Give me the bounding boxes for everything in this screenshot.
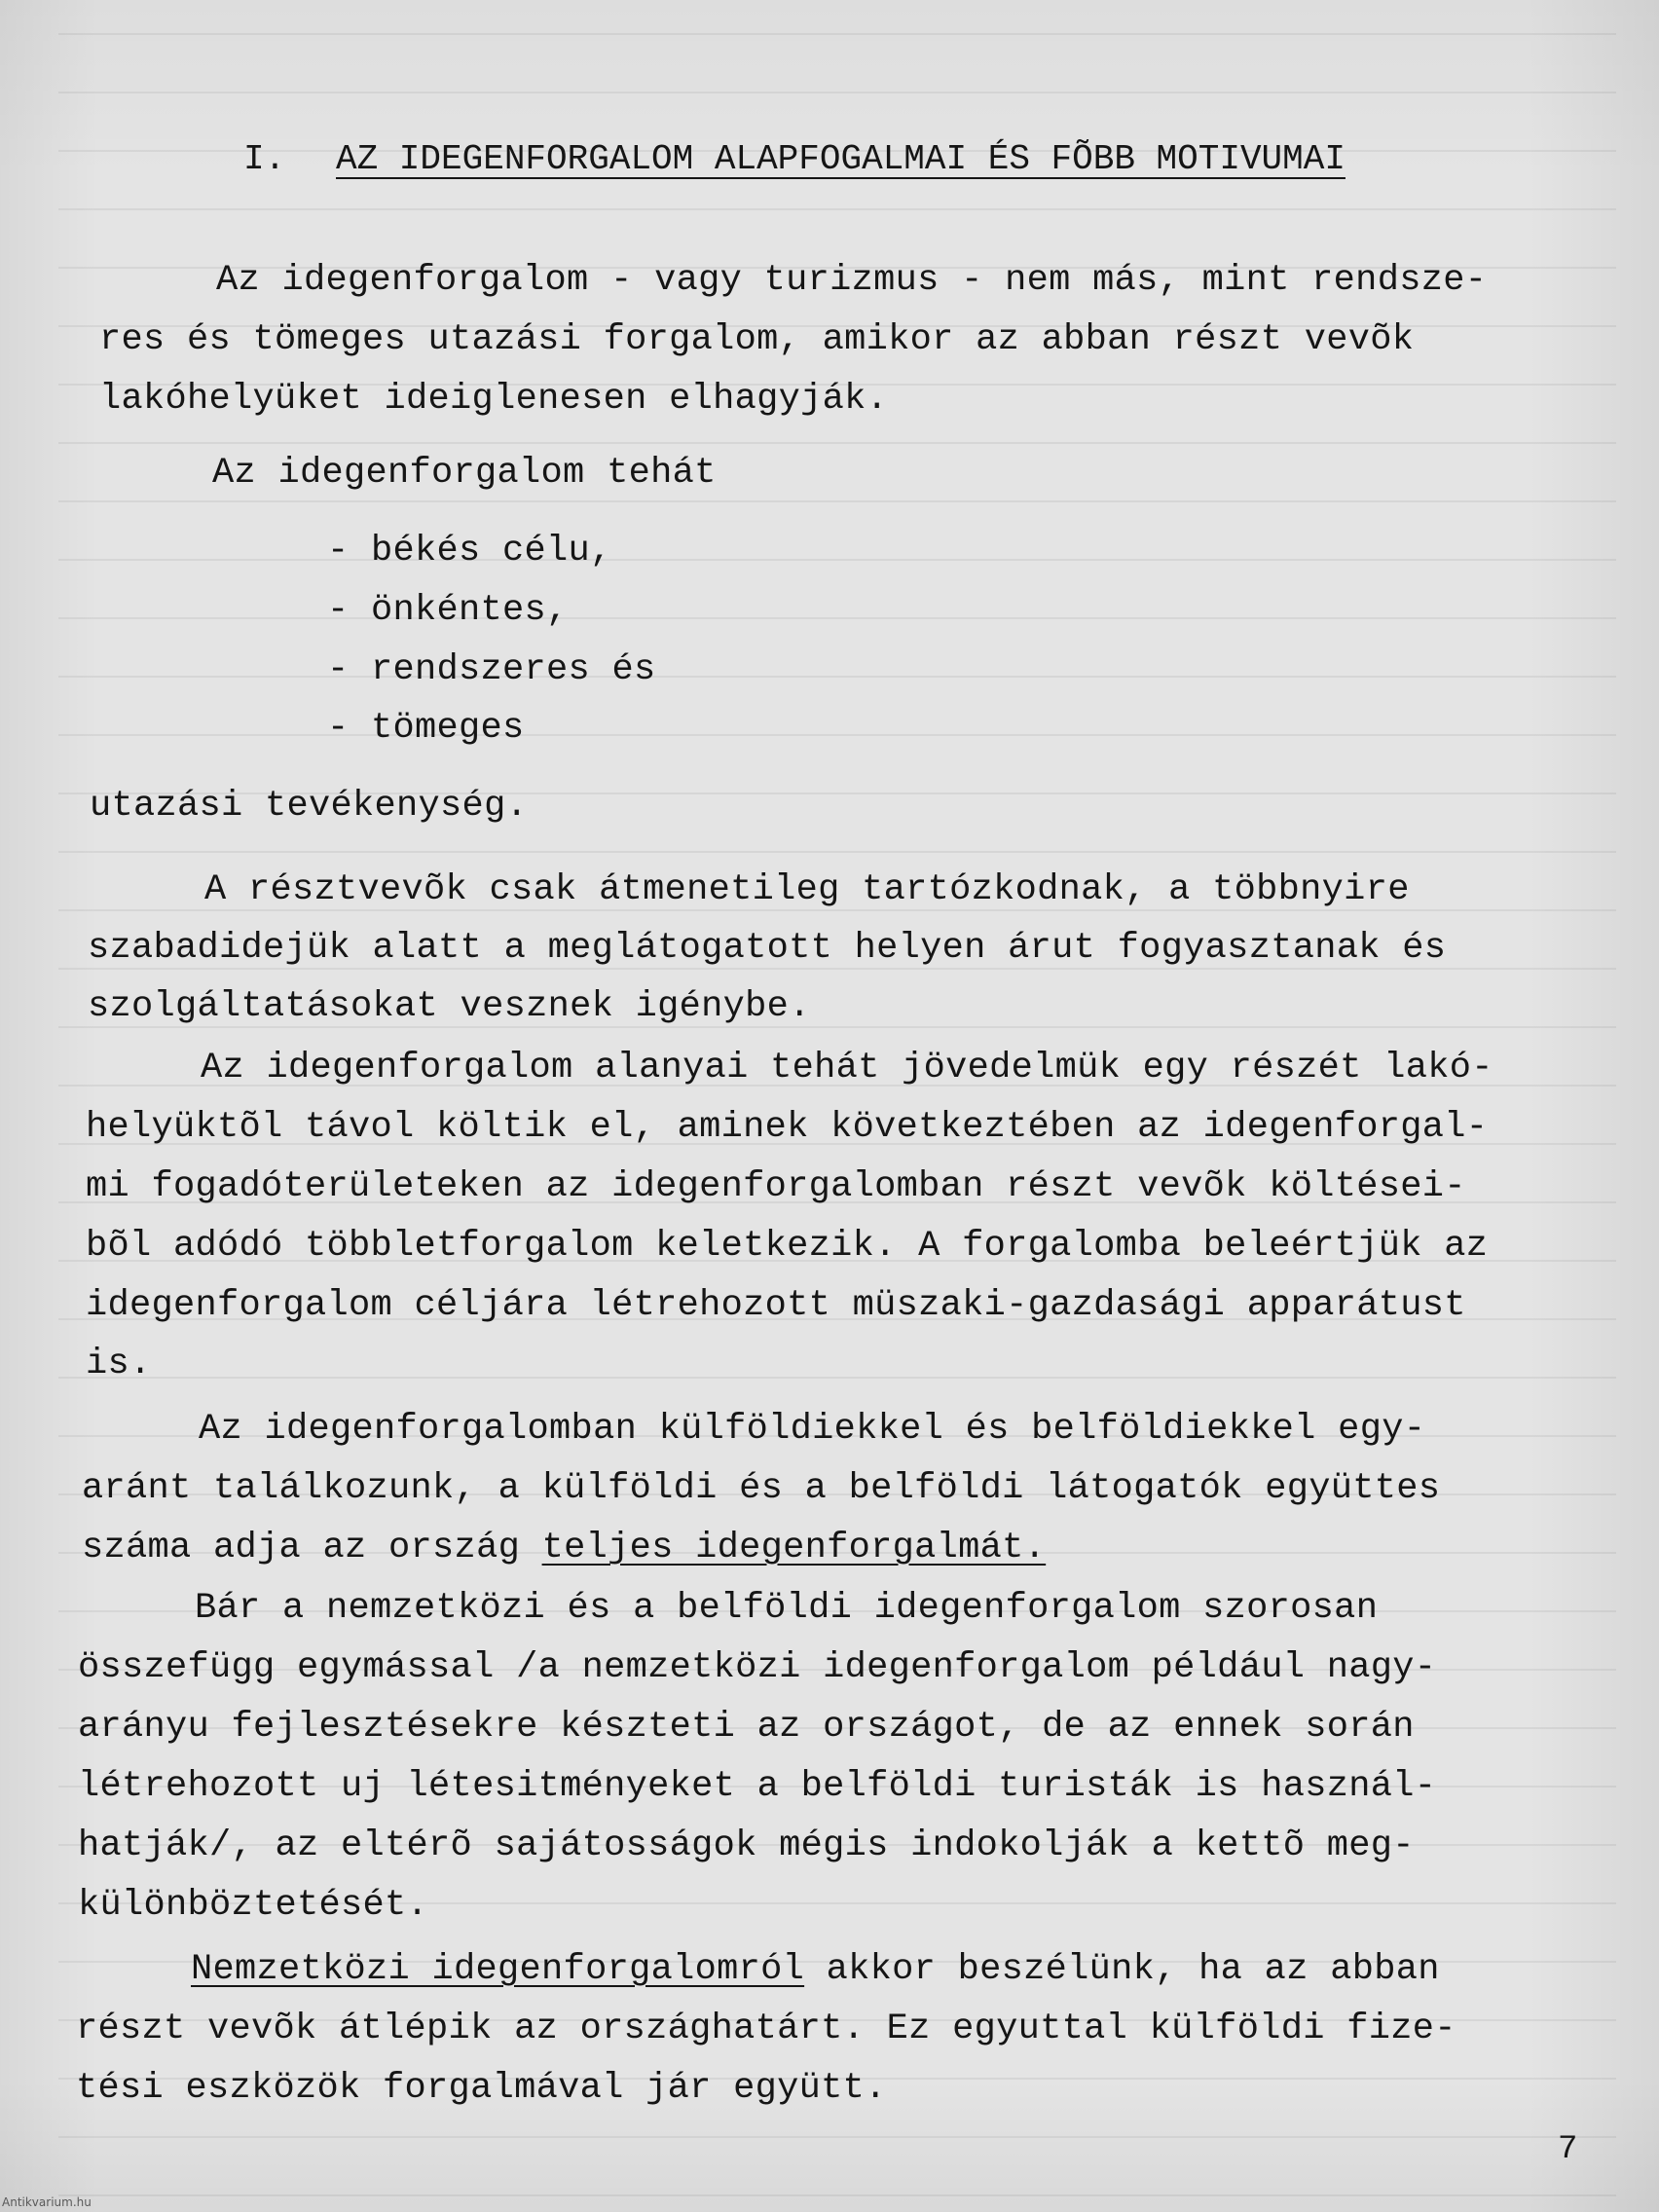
underlined-term-nemzetkozi-idegenforgalom: Nemzetközi idegenforgalomról [191,1949,805,1990]
list-item: - önkéntes, [327,590,569,631]
body-line: Az idegenforgalom tehát [212,453,717,494]
chapter-title: AZ IDEGENFORGALOM ALAPFOGALMAI ÉS FÕBB MOTIVUMAI [336,139,1346,179]
body-line: Az idegenforgalom alanyai tehát jövedelmük egy részét lakó- [201,1048,1493,1088]
body-line-teljes [82,1527,1046,1569]
body-line: utazási tevékenység. [90,786,529,827]
chapter-number: I. [243,139,286,179]
body-line: szabadidejük alatt a meglátogatott helyen árut fogyasztanak és [88,928,1447,969]
list-item: - tömeges [327,708,525,749]
body-line: Bár a nemzetközi és a belföldi idegenforgalom szorosan [195,1588,1379,1629]
body-line: helyüktõl távol költik el, aminek következtében az idegenforgal- [86,1107,1489,1148]
body-line: idegenforgalom céljára létrehozott müszaki-gazdasági apparátust [86,1285,1466,1326]
list-item: - békés célu, [327,531,612,571]
page-number: 7 [1558,2131,1578,2168]
body-line: is. [86,1344,152,1384]
body-line: arányu fejlesztésekre készteti az országot, de az ennek során [78,1707,1415,1748]
body-line: lakóhelyüket ideiglenesen elhagyják. [99,379,889,420]
text-before-underline: száma adja az ország [82,1528,542,1568]
body-line: tési eszközök forgalmával jár együtt. [76,2068,887,2109]
body-line-nemzetkozi [191,1948,1440,1991]
text-after-underline: akkor beszélünk, ha az abban [804,1949,1440,1990]
body-line: bõl adódó többletforgalom keletkezik. A forgalomba beleértjük az [86,1226,1489,1267]
body-line: res és tömeges utazási forgalom, amikor az abban részt vevõk [99,319,1415,360]
body-line: részt vevõk átlépik az országhatárt. Ez egyuttal külföldi fize- [76,2009,1456,2049]
list-item: - rendszeres és [327,649,656,690]
underlined-term-teljes-idegenforgalom: teljes idegenforgalmát. [541,1528,1047,1568]
body-line: Az idegenforgalomban külföldiekkel és belföldiekkel egy- [199,1409,1426,1450]
body-line: hatják/, az eltérõ sajátosságok mégis indokolják a kettõ meg- [78,1825,1415,1866]
body-line: aránt találkozunk, a külföldi és a belföldi látogatók együttes [82,1468,1441,1509]
body-line: A résztvevõk csak átmenetileg tartózkodnak, a többnyire [204,869,1410,910]
body-line: különböztetését. [78,1885,429,1926]
chapter-heading [243,138,1346,181]
body-line: szolgáltatásokat vesznek igénybe. [88,986,811,1027]
watermark: Antikvarium.hu [2,2195,92,2209]
body-line: mi fogadóterületeken az idegenforgalomban részt vevõk költései- [86,1166,1466,1207]
body-line: összefügg egymással /a nemzetközi idegenforgalom például nagy- [78,1647,1437,1688]
body-line: Az idegenforgalom - vagy turizmus - nem más, mint rendsze- [216,260,1488,301]
body-line: létrehozott uj létesitményeket a belföldi turisták is használ- [78,1766,1437,1807]
